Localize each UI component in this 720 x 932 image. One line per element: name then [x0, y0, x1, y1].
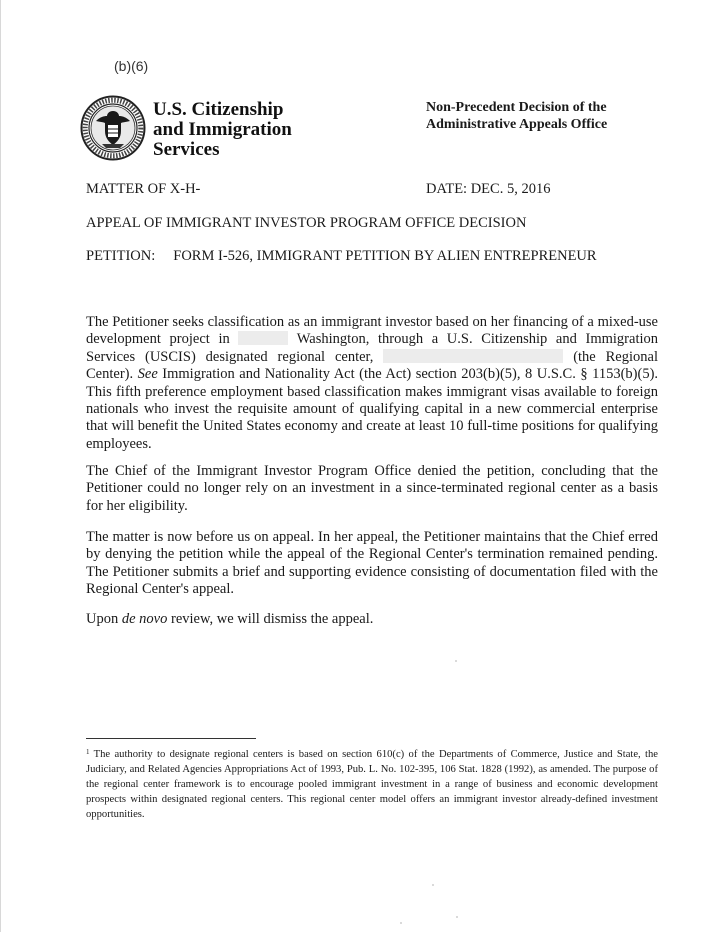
- scan-speck: [432, 884, 434, 886]
- p4-part-b: review, we will dismiss the appeal.: [170, 611, 374, 627]
- decision-line-2: Administrative Appeals Office: [426, 117, 608, 132]
- paragraph-denial: The Chief of the Immigrant Investor Program Office denied the petition, concluding that the Petitioner could no longer rely on an investment in a since-terminated regional center as a basis for her eligibility.: [86, 463, 658, 514]
- decision-type: [426, 99, 607, 133]
- matter-caption: MATTER OF X-H-: [86, 181, 201, 197]
- scan-speck: [455, 660, 457, 662]
- p1-see: See: [137, 366, 158, 383]
- decision-date: DATE: DEC. 5, 2016: [426, 181, 551, 197]
- footnote-text: The authority to designate regional centers is based on section 610(c) of the Departments of Commerce, Justice and State, the Judiciary, and Related Agencies Appropriations Act of 1993, Pub. L. No. 102-395, 106 Stat. 1828 (1992), as amended. The purpose of the regional center framework is to encourage pooled immigrant investment in a range of business and economic development prospects within designated regional centers. This regional center model offers an immigrant investor already-defined investment opportunities.: [86, 749, 658, 820]
- dhs-seal-icon: [80, 95, 146, 161]
- redaction-label: (b)(6): [114, 58, 149, 74]
- agency-line-2: and Immigration: [153, 119, 292, 140]
- redacted-location: [238, 331, 288, 345]
- decision-line-1: Non-Precedent Decision of the: [426, 100, 607, 115]
- scan-speck: [456, 916, 458, 918]
- paragraph-conclusion: [86, 611, 658, 628]
- p1-part-a: The Petitioner seeks classification as an immigrant investor based on her financing of a mixed-use development project in: [86, 314, 658, 348]
- footnote-marker: 1: [86, 748, 90, 756]
- paragraph-appeal: The matter is now before us on appeal. In her appeal, the Petitioner maintains that the Chief erred by denying the petition while the appeal of the Regional Center's termination remained pending. The Petitioner submits a brief and supporting evidence consisting of documentation filed with the Regional Center's appeal.: [86, 529, 658, 598]
- petition-value: FORM I-526, IMMIGRANT PETITION BY ALIEN ENTREPRENEUR: [173, 248, 597, 264]
- scan-speck: [400, 922, 402, 924]
- appeal-caption: APPEAL OF IMMIGRANT INVESTOR PROGRAM OFFICE DECISION: [86, 215, 527, 231]
- footnote: [86, 745, 658, 822]
- paragraph-classification: [86, 314, 658, 453]
- scan-edge: [0, 0, 1, 932]
- p1-part-b: Washington, through a U.S. Citizenship and Immigration Services (USCIS) designated regional center,: [86, 331, 658, 365]
- p1-part-c: (the Regional Center).: [86, 348, 658, 383]
- agency-name: [153, 100, 292, 160]
- redacted-regional-center: [383, 349, 563, 363]
- agency-line-3: Services: [153, 139, 220, 160]
- p1-part-d: Immigration and Nationality Act (the Act) section 203(b)(5), 8 U.S.C. § 1153(b)(5). This fifth preference employment based classification makes immigrant visas available to foreign nationals who invest the requisite amount of qualifying capital in a new commercial enterprise that will benefit the United States economy and create at least 10 full-time positions for qualifying employees.: [86, 366, 659, 452]
- petition-caption: [86, 248, 597, 265]
- p4-de-novo: de novo: [121, 611, 168, 627]
- petition-label: PETITION:: [86, 248, 156, 264]
- agency-line-1: U.S. Citizenship: [153, 99, 284, 120]
- p4-part-a: Upon: [86, 611, 119, 627]
- footnote-rule: [86, 738, 256, 739]
